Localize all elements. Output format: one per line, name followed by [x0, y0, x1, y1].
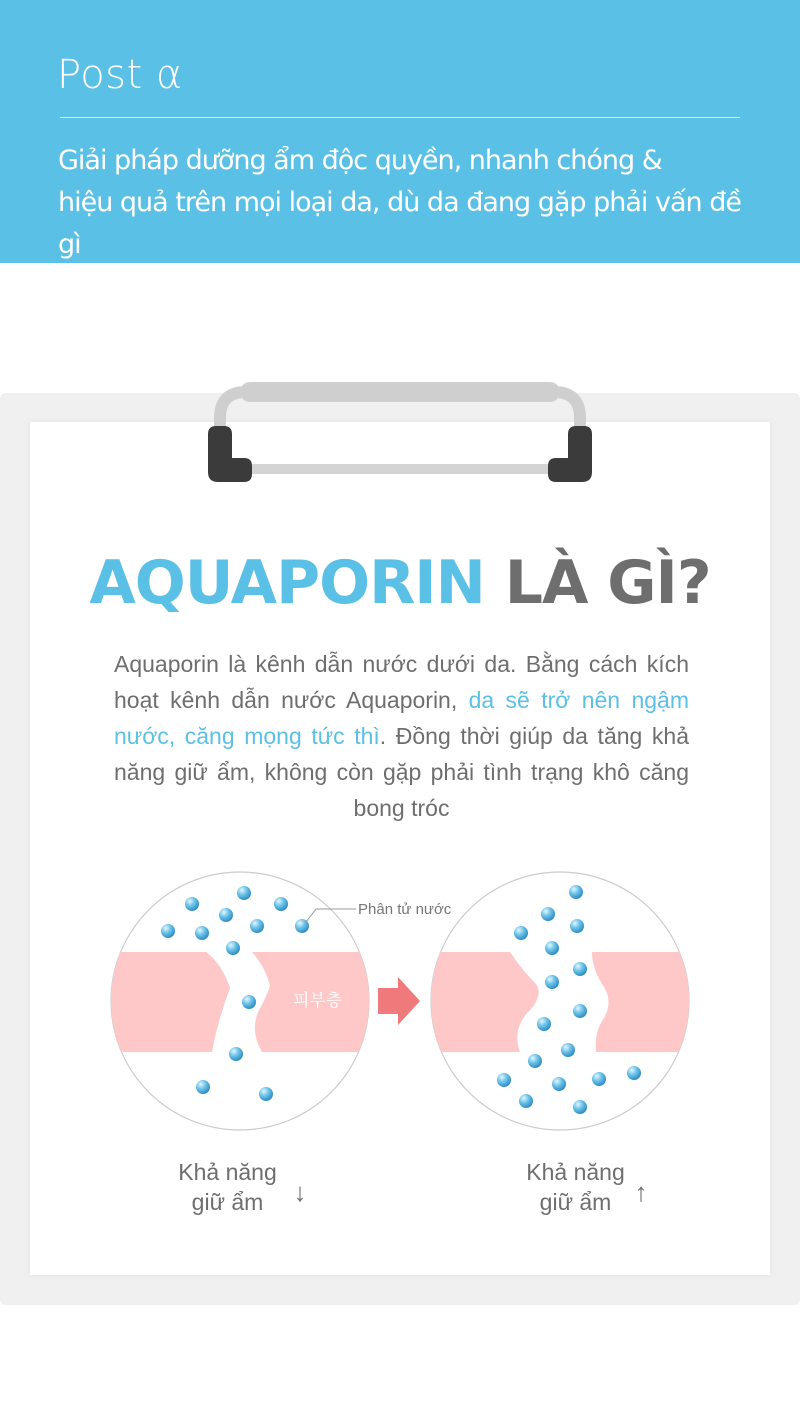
skin-layer-label: 피부층	[293, 991, 343, 1011]
before-caption-line-2: giữ ẩm	[191, 1189, 264, 1215]
clipboard-clip-icon	[200, 378, 600, 488]
tagline-line-2: hiệu quả trên mọi loại da, dù da đang gặp phải vấn đề gì	[58, 187, 741, 260]
before-caption	[160, 1157, 295, 1217]
description-part-1: Aquaporin là kênh dẫn nước dưới da. Bằng cách kích hoạt kênh dẫn nước Aquaporin,	[114, 651, 689, 713]
section-title	[30, 548, 770, 618]
aquaporin-diagram	[100, 860, 700, 1150]
before-skin-circle	[100, 872, 390, 1130]
title-rest: LÀ GÌ?	[484, 548, 711, 618]
after-caption-line-1: Khả năng	[526, 1159, 625, 1185]
after-caption-line-2: giữ ẩm	[539, 1189, 612, 1215]
description-part-2: . Đồng thời giúp da tăng khả năng giữ ẩm, không còn gặp phải tình trạng khô căng bong tróc	[114, 723, 689, 821]
transition-arrow-icon	[378, 977, 420, 1025]
before-arrow-down-icon: ↓	[293, 1177, 307, 1207]
after-skin-circle	[430, 872, 690, 1130]
before-caption-line-1: Khả năng	[178, 1159, 277, 1185]
tagline-line-1: Giải pháp dưỡng ẩm độc quyền, nhanh chóng &	[58, 145, 662, 176]
header-banner	[0, 0, 800, 263]
header-tagline	[58, 140, 758, 266]
after-caption	[508, 1157, 643, 1217]
title-accent: AQUAPORIN	[89, 548, 485, 618]
after-arrow-up-icon: ↑	[634, 1177, 648, 1207]
description-text	[114, 646, 689, 826]
molecule-label: Phân tử nước	[358, 901, 452, 918]
header-divider	[60, 117, 740, 118]
brand-title: Post α	[57, 52, 183, 98]
description-highlight: da sẽ trở nên ngậm nước, căng mọng tức thì	[114, 687, 689, 749]
